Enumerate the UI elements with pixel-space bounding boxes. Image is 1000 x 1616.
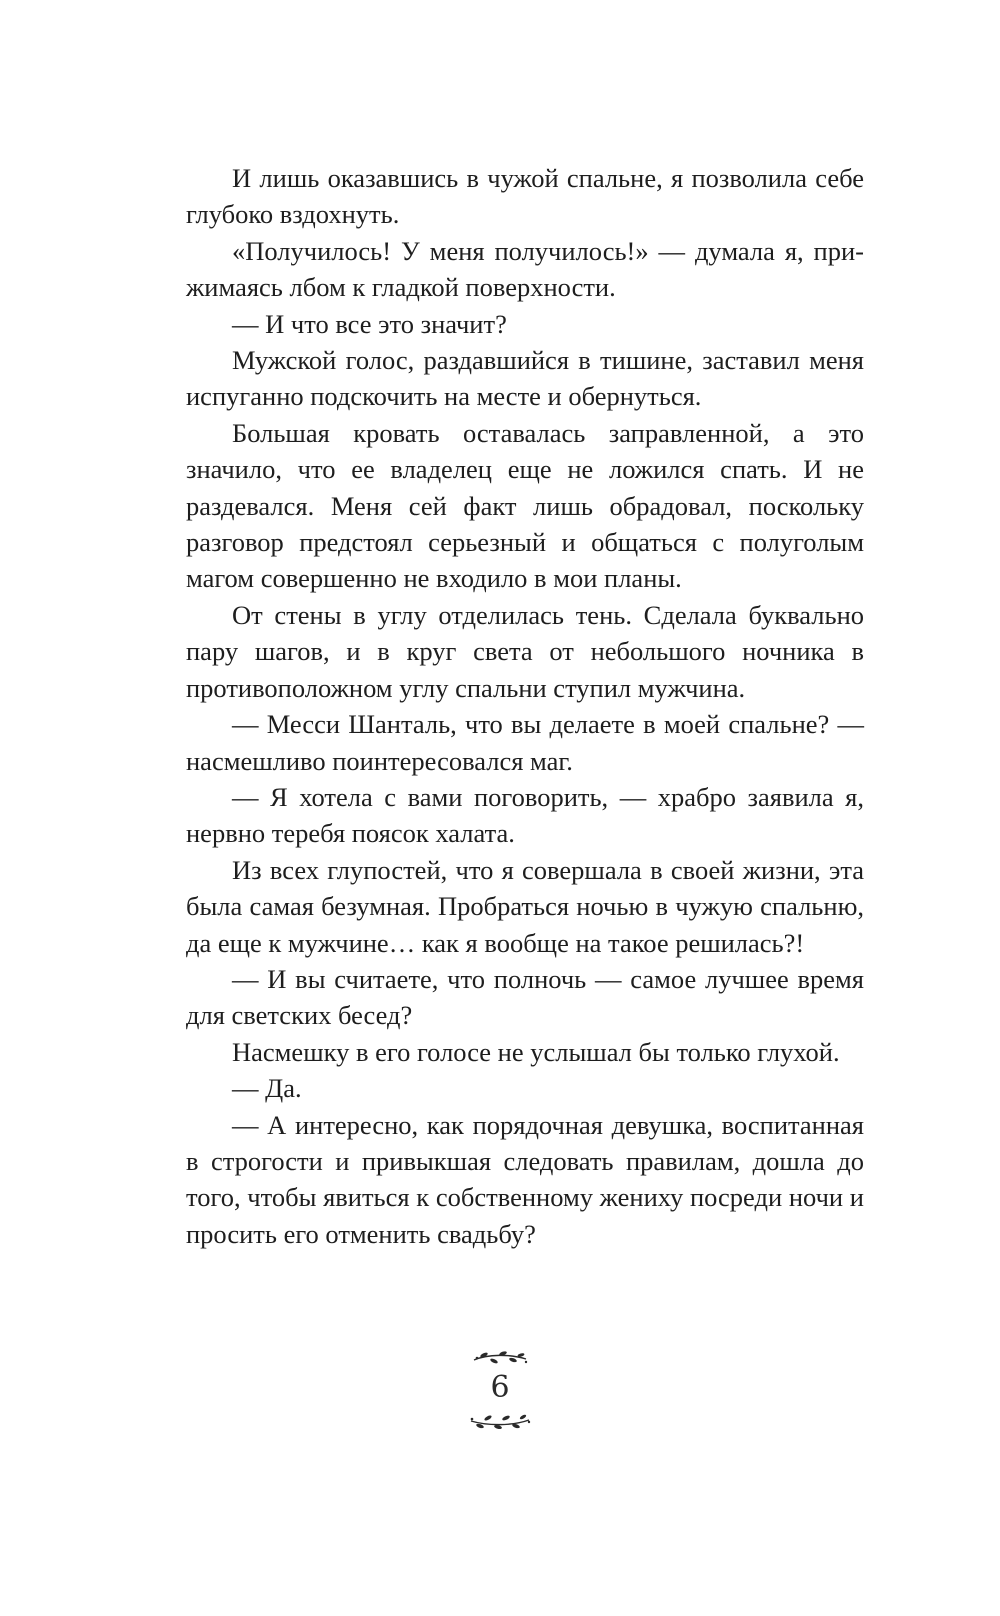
leaf-vine-ornament-icon <box>470 1350 530 1366</box>
ornament-bottom <box>0 1412 1000 1430</box>
paragraph: «Получилось! У меня получилось!» — думала я, прижимаясь лбом к гладкой поверхности. <box>186 235 864 303</box>
ornament-top <box>0 1350 1000 1366</box>
dialogue-line: — Месси Шанталь, что вы делаете в моей спальне? — насмешливо поинтересовался маг. <box>186 709 864 776</box>
page-number: 6 <box>490 1370 510 1405</box>
paragraph: Из всех глупостей, что я совершала в своей жизни, эта была самая безумная. Пробраться ночью в чужую спальню, да еще к мужчине… как я вообще на такое решилась?! <box>186 854 864 958</box>
dialogue-line: — И что все это значит? <box>232 308 507 339</box>
paragraph: Большая кровать оставалась заправленной, а это значило, что ее владелец еще не ложился спать. И не раздевался. Меня сей факт лишь обрадовал, поскольку разговор предстоял серьезный и общаться с полуголым магом совершенно не входило в мои планы. <box>186 417 864 594</box>
paragraph: И лишь оказавшись в чужой спальне, я позволила себе глубоко вздохнуть. <box>186 163 864 230</box>
leaf-vine-ornament-icon <box>468 1412 532 1430</box>
dialogue-line: — И вы считаете, что полночь — самое лучшее время для светских бесед? <box>186 963 864 1031</box>
paragraph: Насмешку в его голосе не услышал бы только глухой. <box>232 1036 840 1067</box>
body-text <box>186 160 864 1252</box>
paragraph: Мужской голос, раздавшийся в тишине, заставил меня испуганно подскочить на месте и обернуться. <box>186 345 864 412</box>
dialogue-line: — А интересно, как порядочная девушка, воспитанная в строгости и привыкшая следовать правилам, дошла до того, чтобы явиться к собственному жениху посреди ночи и просить его отменить свадьбу? <box>186 1109 864 1249</box>
paragraph: От стены в углу отделилась тень. Сделала буквально пару шагов, и в круг света от небольшого ночника в противоположном углу спальни ступил мужчина. <box>186 599 864 703</box>
dialogue-line: — Я хотела с вами поговорить, — храбро заявила я, нервно теребя поясок халата. <box>186 781 864 849</box>
dialogue-line: — Да. <box>232 1073 302 1104</box>
